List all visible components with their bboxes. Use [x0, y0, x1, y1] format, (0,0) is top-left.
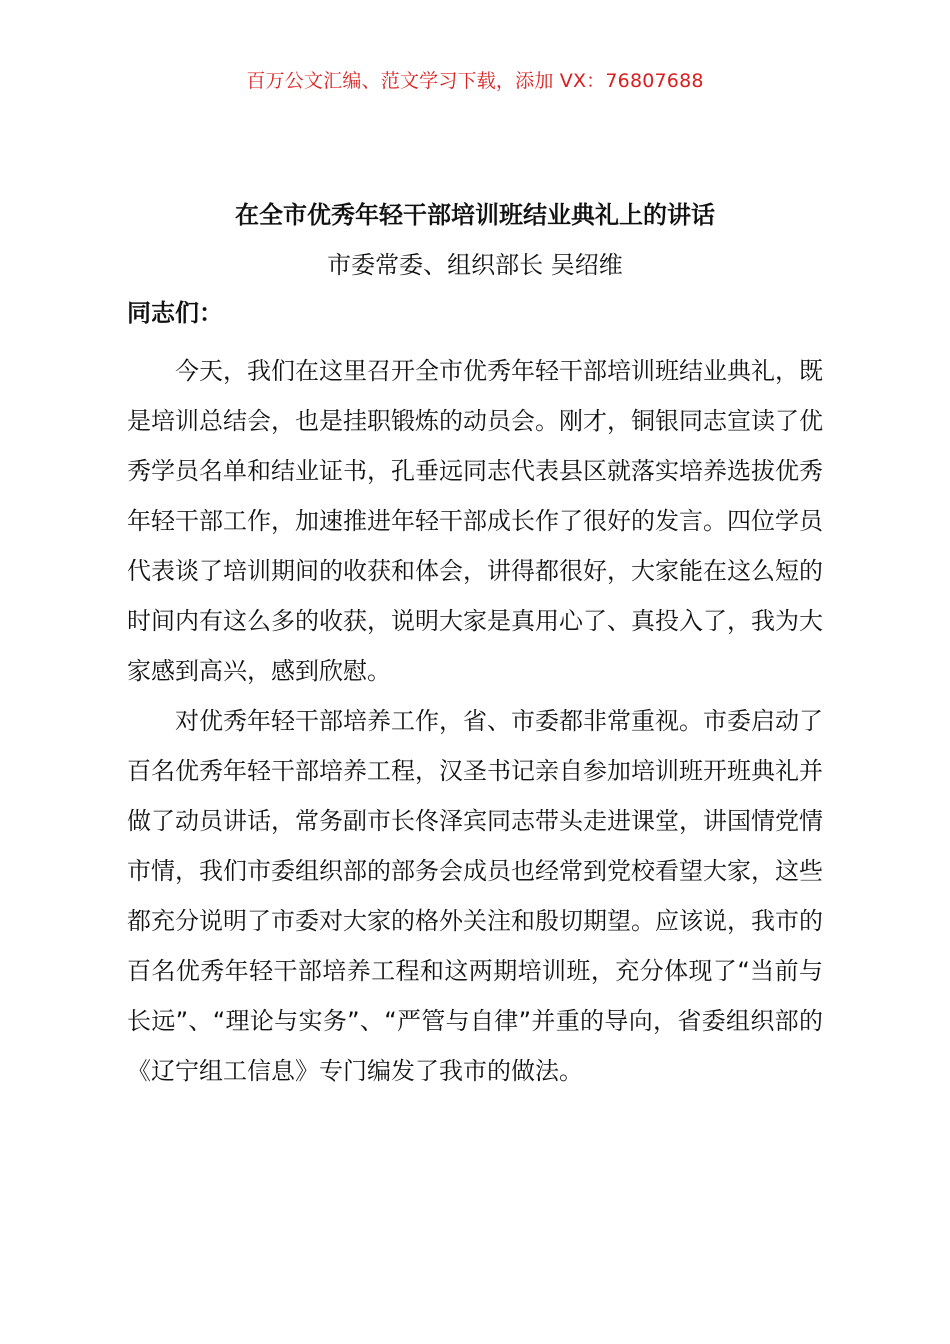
salutation: 同志们： [127, 299, 223, 327]
document-author: 市委常委、组织部长 吴绍维 [327, 251, 623, 279]
header-watermark-note: 百万公文汇编、范文学习下载，添加 VX：76807688 [246, 70, 704, 92]
document-title: 在全市优秀年轻干部培训班结业典礼上的讲话 [235, 201, 715, 229]
document-body [127, 346, 823, 1096]
paragraph-2: 对优秀年轻干部培养工作，省、市委都非常重视。市委启动了百名优秀年轻干部培养工程，汉圣书记亲自参加培训班开班典礼并做了动员讲话，常务副市长佟泽宾同志带头走进课堂，讲国情党情市情，我们市委组织部的部务会成员也经常到党校看望大家，这些都充分说明了市委对大家的格外关注和殷切期望。应该说，我市的百名优秀年轻干部培养工程和这两期培训班，充分体现了“当前与长远”、“理论与实务”、“严管与自律”并重的导向，省委组织部的《辽宁组工信息》专门编发了我市的做法。 [127, 707, 823, 1085]
paragraph-1: 今天，我们在这里召开全市优秀年轻干部培训班结业典礼，既是培训总结会，也是挂职锻炼的动员会。刚才，铜银同志宣读了优秀学员名单和结业证书，孔垂远同志代表县区就落实培养选拔优秀年轻干部工作，加速推进年轻干部成长作了很好的发言。四位学员代表谈了培训期间的收获和体会，讲得都很好，大家能在这么短的时间内有这么多的收获，说明大家是真用心了、真投入了，我为大家感到高兴，感到欣慰。 [127, 357, 823, 685]
